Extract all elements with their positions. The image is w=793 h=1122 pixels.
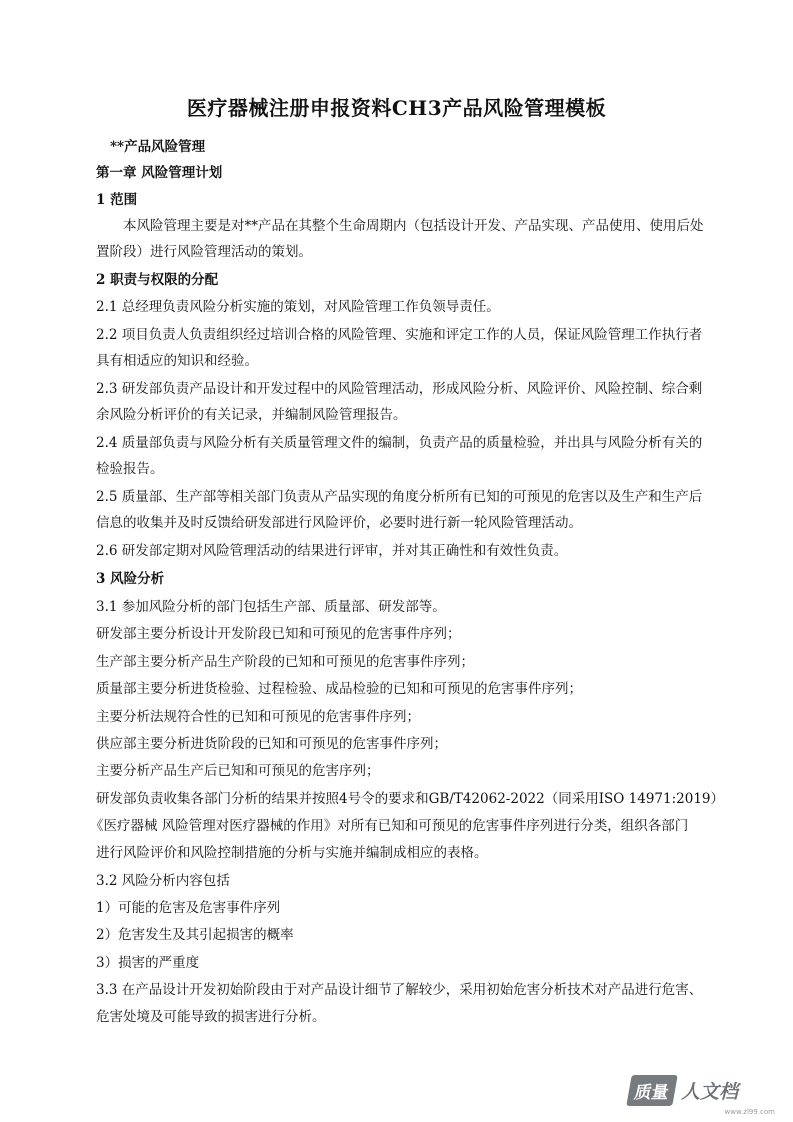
clause-2-4-line2: 检验报告。 — [96, 461, 164, 477]
analysis-item-1: 1）可能的危害及危害事件序列 — [96, 900, 281, 916]
scope-text-line2: 置阶段）进行风险管理活动的策划。 — [96, 244, 312, 260]
watermark-text: 人文档 — [681, 1080, 739, 1103]
watermark-url: www.zl99.com — [724, 1108, 775, 1116]
clause-3-3-line2: 危害处境及可能导致的损害进行分析。 — [96, 1009, 326, 1025]
clause-3-3-line1: 3.3 在产品设计开发初始阶段由于对产品设计细节了解较少，采用初始危害分析技术对产品进行危害、 — [96, 982, 703, 998]
site-watermark — [629, 1070, 779, 1110]
clause-2-2-line2: 具有相适应的知识和经验。 — [96, 353, 258, 369]
clause-2-5-line1: 2.5 质量部、生产部等相关部门负责从产品实现的角度分析所有已知的可预见的危害以及生产和生产后 — [96, 489, 703, 505]
collect-results-line1: 研发部负责收集各部门分析的结果并按照4号令的要求和GB/T42062-2022（同采用ISO 14971:2019） — [96, 791, 724, 807]
clause-3-2: 3.2 风险分析内容包括 — [96, 873, 230, 889]
clause-2-1: 2.1 总经理负责风险分析实施的策划，对风险管理工作负领导责任。 — [96, 299, 500, 315]
section-heading-risk-analysis: 3 风险分析 — [96, 571, 165, 587]
regulatory-line: 主要分析法规符合性的已知和可预见的危害事件序列； — [96, 709, 420, 725]
analysis-item-2: 2）危害发生及其引起损害的概率 — [96, 927, 294, 943]
rd-dept-line: 研发部主要分析设计开发阶段已知和可预见的危害事件序列； — [96, 626, 461, 642]
collect-results-line3: 进行风险评价和风险控制措施的分析与实施并编制成相应的表格。 — [96, 845, 488, 861]
chapter-heading: 第一章 风险管理计划 — [96, 165, 223, 181]
clause-2-3-line2: 余风险分析评价的有关记录，并编制风险管理报告。 — [96, 407, 407, 423]
quality-dept-line: 质量部主要分析进货检验、过程检验、成品检验的已知和可预见的危害事件序列； — [96, 681, 582, 697]
clause-2-3-line1: 2.3 研发部负责产品设计和开发过程中的风险管理活动，形成风险分析、风险评价、风险控制、综合剩 — [96, 381, 703, 397]
watermark-badge: 质量 — [626, 1075, 677, 1106]
section-heading-scope: 1 范围 — [96, 192, 138, 208]
clause-3-1: 3.1 参加风险分析的部门包括生产部、质量部、研发部等。 — [96, 599, 446, 615]
clause-2-5-line2: 信息的收集并及时反馈给研发部进行风险评价，必要时进行新一轮风险管理活动。 — [96, 515, 582, 531]
scope-text-line1: 本风险管理主要是对**产品在其整个生命周期内（包括设计开发、产品实现、产品使用、使用后处 — [123, 218, 704, 234]
analysis-item-3: 3）损害的严重度 — [96, 955, 200, 971]
clause-2-2-line1: 2.2 项目负责人负责组织经过培训合格的风险管理、实施和评定工作的人员，保证风险管理工作执行者 — [96, 327, 703, 343]
document-title: 医疗器械注册申报资料CH3产品风险管理模板 — [186, 96, 607, 120]
product-risk-heading: **产品风险管理 — [110, 139, 206, 155]
production-dept-line: 生产部主要分析产品生产阶段的已知和可预见的危害事件序列； — [96, 654, 474, 670]
clause-2-4-line1: 2.4 质量部负责与风险分析有关质量管理文件的编制，负责产品的质量检验，并出具与风险分析有关的 — [96, 435, 703, 451]
supply-dept-line: 供应部主要分析进货阶段的已知和可预见的危害事件序列； — [96, 736, 447, 752]
section-heading-responsibilities: 2 职责与权限的分配 — [96, 272, 219, 288]
collect-results-line2: 《医疗器械 风险管理对医疗器械的作用》对所有已知和可预见的危害事件序列进行分类，组织各部门 — [90, 818, 689, 834]
clause-2-6: 2.6 研发部定期对风险管理活动的结果进行评审，并对其正确性和有效性负责。 — [96, 543, 568, 559]
post-production-line: 主要分析产品生产后已知和可预见的危害序列； — [96, 763, 380, 779]
